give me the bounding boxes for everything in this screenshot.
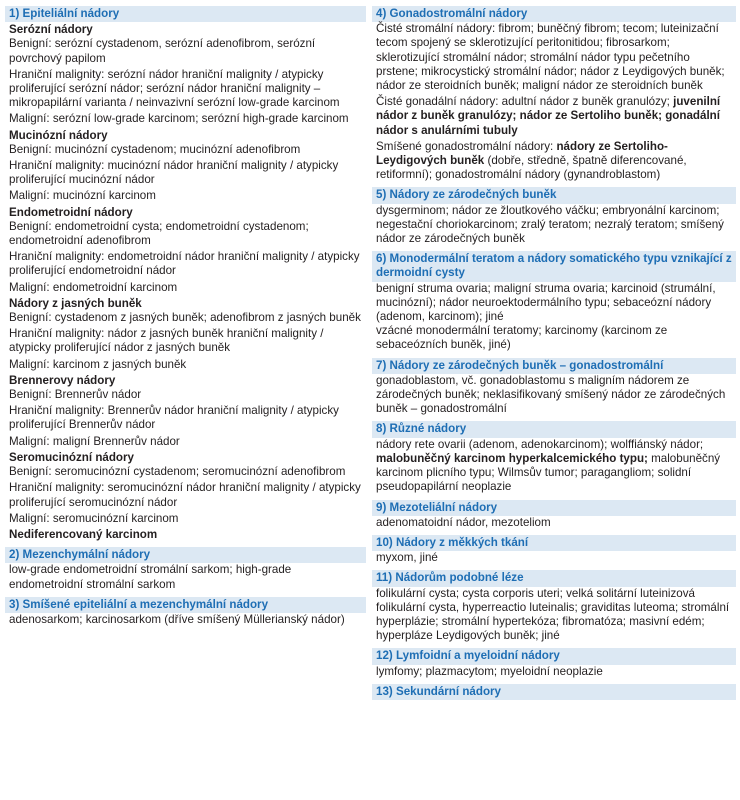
text-line <box>376 95 732 138</box>
section-tumor-like-lesions <box>372 570 736 643</box>
section-title: 4) Gonadostromální nádory <box>372 6 736 22</box>
text-line: vzácné monodermální teratomy; karcinomy (karcinom ze sebaceózních buněk, jiné) <box>376 324 668 352</box>
section-epithelial <box>5 6 366 542</box>
text-line: Maligní: mucinózní karcinom <box>9 189 156 203</box>
section-text: folikulární cysta; cysta corporis uteri; velká solitární luteinizová folikulární cysta, hyperreactio luteinalis; graviditas luteoma; stromální hyperplázie; stromální hypertekóza; fibromatóza; masivní edém; hyperpláze Leydigových buněk; jiné <box>376 586 730 643</box>
text-regular: Smíšené gonadostromální nádory: <box>376 139 557 153</box>
section-title: 11) Nádorům podobné léze <box>372 570 736 586</box>
group-title: Nádory z jasných buněk <box>9 296 142 310</box>
section-title: 12) Lymfoidní a myeloidní nádory <box>372 648 736 664</box>
section-text: dysgerminom; nádor ze žloutkového váčku; embryonální karcinom; negestační choriokarcinom; zralý teratom; nezralý teratom; smíšený nádor ze zárodečných buněk <box>376 203 724 246</box>
text-line: Benigní: cystadenom z jasných buněk; adenofibrom z jasných buněk <box>9 311 361 325</box>
text-line: Maligní: maligní Brennerův nádor <box>9 434 180 448</box>
section-text: low-grade endometroidní stromální sarkom; high-grade endometroidní stromální sarkom <box>9 563 292 591</box>
section-title: 2) Mezenchymální nádory <box>5 547 366 563</box>
group-seromucinous <box>5 451 366 526</box>
text-line: Maligní: endometroidní karcinom <box>9 280 178 294</box>
text-line: Maligní: serózní low-grade karcinom; serózní high-grade karcinom <box>9 112 349 126</box>
section-title: 3) Smíšené epiteliální a mezenchymální nádory <box>5 597 366 613</box>
text-line: Benigní: serózní cystadenom, serózní adenofibrom, serózní povrchový papilom <box>9 37 316 65</box>
text-bold: malobuněčný karcinom hyperkalcemického typu; <box>376 451 648 465</box>
section-mesenchymal <box>5 547 366 592</box>
text-bold: nádory ze Sertoliho-Leydigových buněk <box>376 139 668 168</box>
section-title: 1) Epiteliální nádory <box>5 6 366 22</box>
text-regular: nádory rete ovarii (adenom, adenokarcinom); wolffiánský nádor; <box>376 437 704 451</box>
group-brenner <box>5 374 366 449</box>
section-text: myxom, jiné <box>376 551 438 565</box>
text-line: benigní struma ovaria; maligní struma ovaria; karcinoid (strumální, mucinózní); nádor neuroektodermálního typu; sebaceózní nádory (adenom, karcinom); jiné <box>376 281 716 324</box>
text-regular: Čisté gonadální nádory: adultní nádor z buněk granulózy; <box>376 95 674 109</box>
group-endometrioid <box>5 206 366 295</box>
group-title: Endometroidní nádory <box>9 205 133 219</box>
section-sex-cord-stromal <box>372 6 736 182</box>
section-title: 8) Různé nádory <box>372 421 736 437</box>
text-line: Hraniční malignity: nádor z jasných buněk hraniční malignity / atypicky proliferující nádor z jasných buněk <box>9 327 324 355</box>
group-title-undifferentiated: Nediferencovaný karcinom <box>9 527 158 541</box>
section-title: 13) Sekundární nádory <box>372 684 736 700</box>
section-title: 6) Monodermální teratom a nádory somatického typu vznikající z dermoidní cysty <box>372 251 736 281</box>
text-line: Hraniční malignity: mucinózní nádor hraniční malignity / atypicky proliferující mucinózní nádor <box>9 159 339 187</box>
section-germ-cell-sex-cord-stromal <box>372 358 736 417</box>
group-clear-cell <box>5 297 366 372</box>
section-secondary <box>372 684 736 700</box>
text-line: Hraniční malignity: seromucinózní nádor hraniční malignity / atypicky proliferující seromucinózní nádor <box>9 481 361 509</box>
left-column <box>5 6 366 632</box>
text-line: Hraniční malignity: serózní nádor hraniční malignity / atypicky proliferující serózní nádor; serózní nádor hraniční malignity – mikropapilární varianta / neinvazivní serózní low-grade karcinom <box>9 67 340 110</box>
text-line: Čisté stromální nádory: fibrom; buněčný fibrom; tecom; luteinizační tecom spojený se sklerotizující peritonitidou; fibrosarkom; sklerotizující stromální nádor; stromální nádor typu pečetního prstene; mikrocystický stromální nádor; nádor z Leydigových buněk; nádor ze steroidních buněk; maligní nádor ze steroidních buněk <box>376 22 725 93</box>
text-line: Benigní: Brennerův nádor <box>9 388 142 402</box>
section-monodermal-teratoma <box>372 251 736 352</box>
section-title: 5) Nádory ze zárodečných buněk <box>372 187 736 203</box>
section-text <box>372 438 736 495</box>
section-mixed-epithelial-mesenchymal <box>5 597 366 627</box>
section-soft-tissue <box>372 535 736 565</box>
section-germ-cell <box>372 187 736 246</box>
group-title: Brennerovy nádory <box>9 373 116 387</box>
section-text: lymfomy; plazmacytom; myeloidní neoplazie <box>376 664 603 678</box>
text-line: Benigní: mucinózní cystadenom; mucinózní adenofibrom <box>9 142 301 156</box>
section-title: 10) Nádory z měkkých tkání <box>372 535 736 551</box>
text-line: Maligní: karcinom z jasných buněk <box>9 357 187 371</box>
section-text: adenomatoidní nádor, mezoteliom <box>376 515 551 529</box>
text-bold: juvenilní nádor z buněk granulózy; nádor ze Sertoliho buněk; gonadální nádor s anulárními tubuly <box>376 95 721 137</box>
section-mesothelial <box>372 500 736 530</box>
section-text: gonadoblastom, vč. gonadoblastomu s maligním nádorem ze zárodečných buněk; neklasifikovaný smíšený nádor ze zárodečných buněk – gonadostromální <box>376 373 726 416</box>
text-line: Hraniční malignity: Brennerův nádor hraniční malignity / atypicky proliferující Brennerův nádor <box>9 404 339 432</box>
section-lymphoid-myeloid <box>372 648 736 678</box>
group-title: Seromucinózní nádory <box>9 450 134 464</box>
section-title: 9) Mezoteliální nádory <box>372 500 736 516</box>
section-text: adenosarkom; karcinosarkom (dříve smíšený Müllerianský nádor) <box>9 612 345 626</box>
section-miscellaneous <box>372 421 736 494</box>
text-regular: malobuněčný karcinom plicního typu; Wilmsův tumor; paragangliom; solidní pseudopapilární neoplazie <box>376 451 721 494</box>
section-title: 7) Nádory ze zárodečných buněk – gonadostromální <box>372 358 736 374</box>
text-line: Benigní: endometroidní cysta; endometroidní cystadenom; endometroidní adenofibrom <box>9 219 309 248</box>
text-line <box>376 140 732 183</box>
text-line: Hraniční malignity: endometroidní nádor hraniční malignity / atypicky proliferující endometroidní nádor <box>9 250 360 278</box>
group-title: Mucinózní nádory <box>9 128 108 142</box>
right-column <box>372 6 736 705</box>
group-title: Serózní nádory <box>9 23 93 37</box>
text-line: Maligní: seromucinózní karcinom <box>9 511 179 525</box>
group-serous <box>5 23 366 126</box>
group-mucinous <box>5 129 366 204</box>
text-line: Benigní: seromucinózní cystadenom; seromucinózní adenofibrom <box>9 465 346 479</box>
text-regular: (dobře, středně, špatně diferencované, retiformní); gonadostromální nádory (gynandroblastom) <box>376 154 687 182</box>
